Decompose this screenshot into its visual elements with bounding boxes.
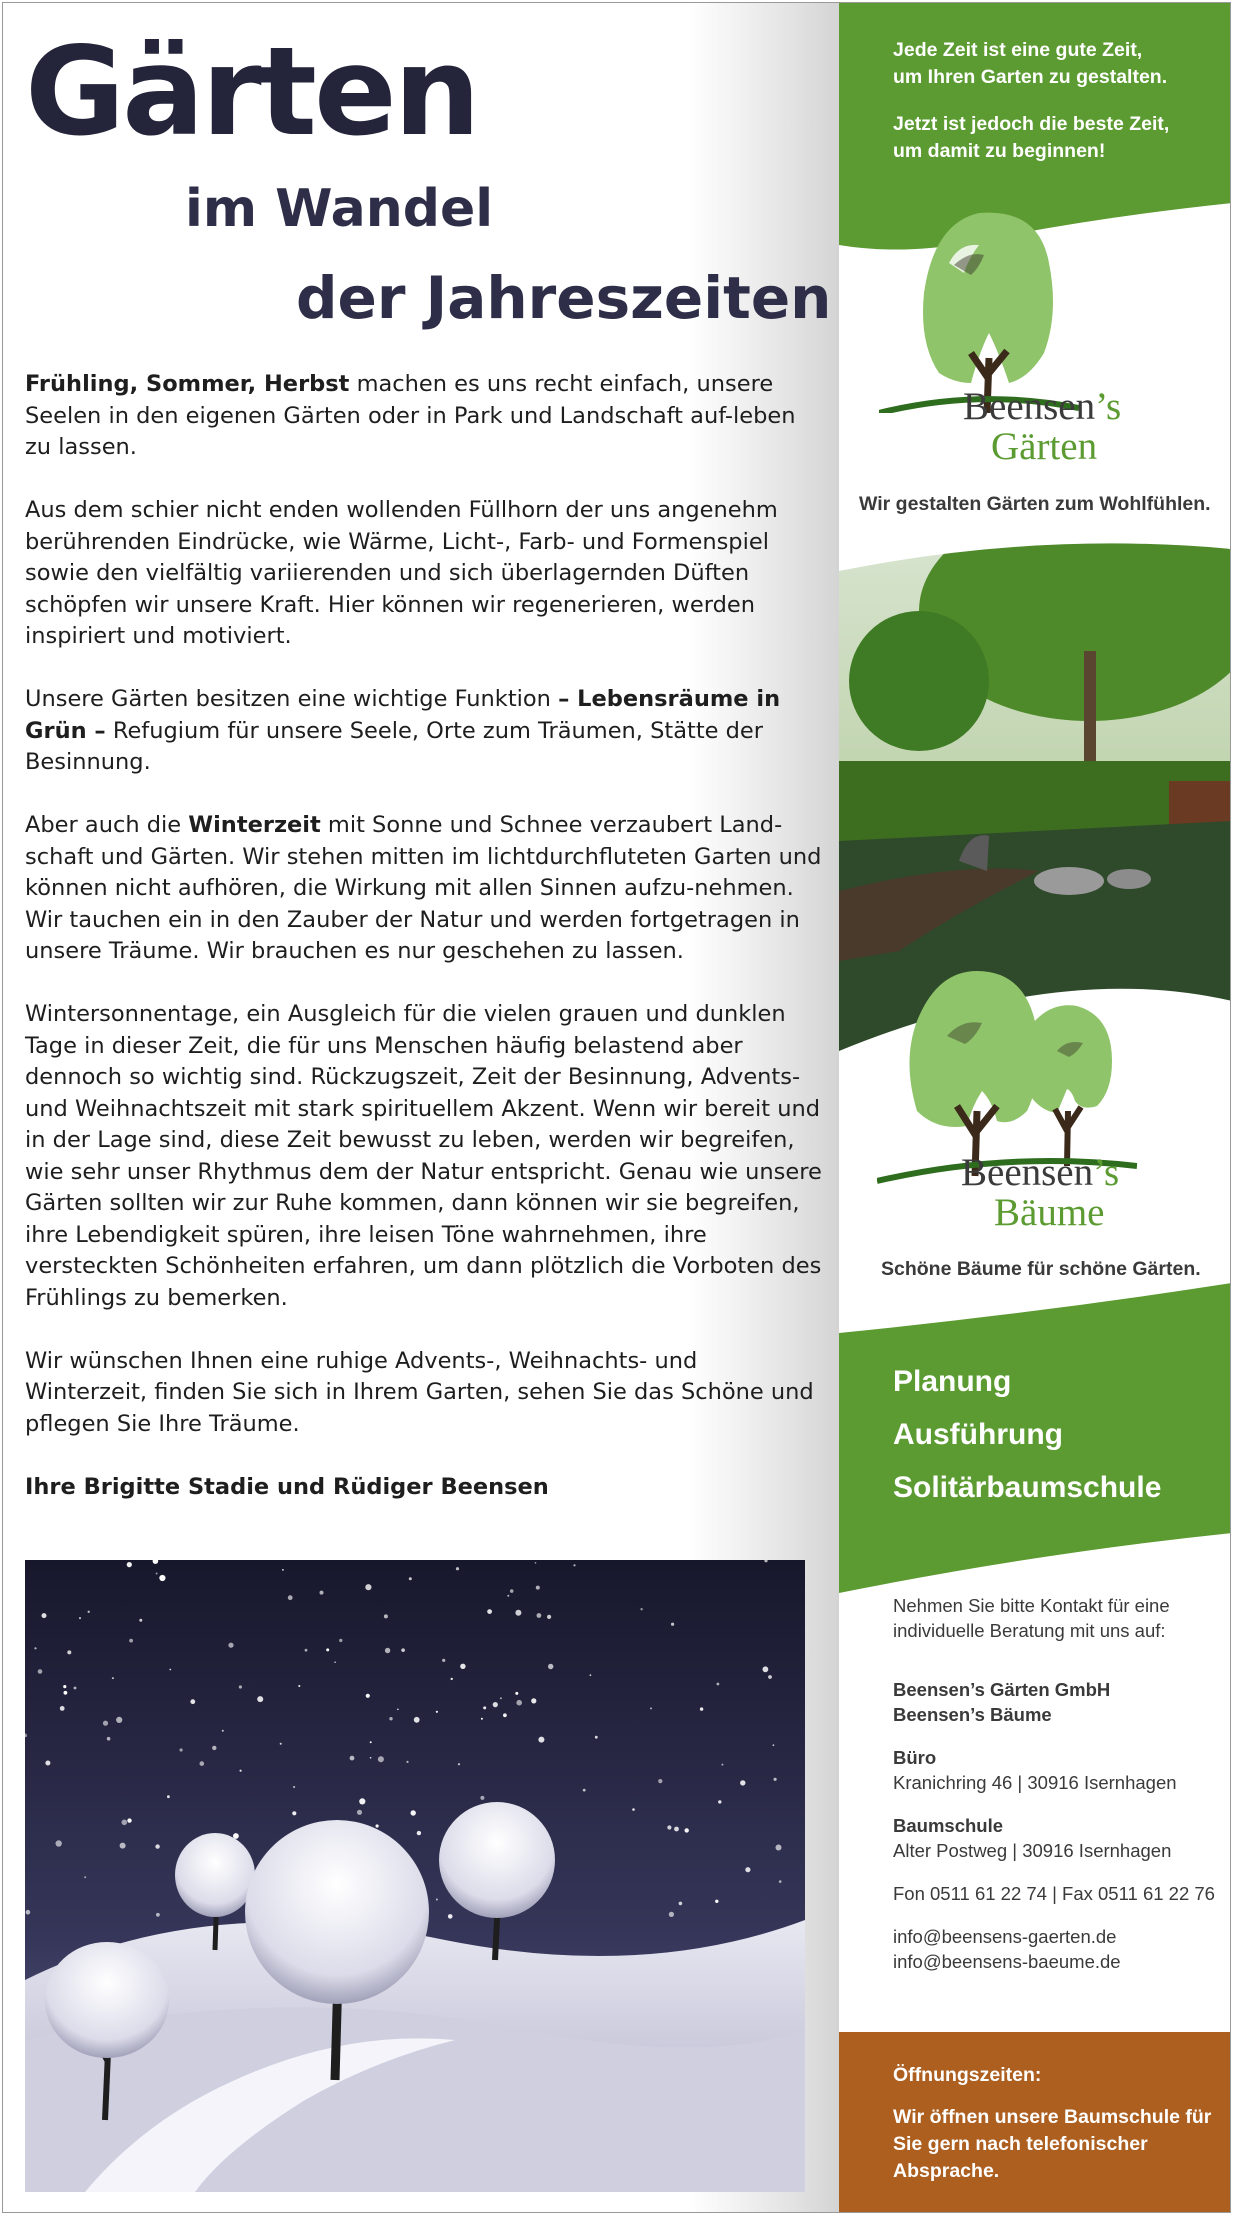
star [156, 1913, 160, 1917]
paragraph-2: Aus dem schier nicht enden wollenden Füllhorn der uns angenehm berührenden Eindrücke, wie Wärme, Licht-, Farb- und Formenspiel sowie den vielfältig variierenden und sich überlagernden Düften schöpfen wir unsere Kraft. Hier können wir regenerieren, werden inspiriert und motiviert. [25, 497, 778, 649]
star [120, 1843, 126, 1849]
star [240, 1770, 242, 1772]
office-address: Kranichring 46 | 30916 Isernhagen [893, 1772, 1177, 1793]
star [411, 1810, 416, 1815]
star [531, 1698, 536, 1703]
star [632, 1808, 635, 1811]
page [2, 2, 1231, 2213]
service-item: Planung [893, 1365, 1012, 1398]
intro-2-line-a: Jetzt ist jedoch die beste Zeit, [893, 113, 1170, 135]
star [169, 1669, 171, 1671]
star [548, 1664, 553, 1669]
paragraph-4 [25, 810, 825, 968]
star [305, 1649, 308, 1652]
star [510, 1589, 514, 1593]
star [222, 1730, 224, 1732]
paragraph-1-bold: Frühling, Sommer, Herbst [25, 371, 350, 397]
star [122, 1820, 128, 1826]
star [417, 1831, 421, 1835]
star [456, 1567, 459, 1570]
star [658, 1779, 662, 1783]
star [282, 1569, 284, 1571]
star [774, 1778, 777, 1781]
intro-text-1 [893, 37, 1223, 91]
brand-baeume-word: Bäume [994, 1191, 1105, 1234]
star [740, 1780, 745, 1785]
star [107, 1737, 111, 1741]
star [515, 1610, 521, 1616]
opening-hours-title: Öffnungszeiten: [893, 2064, 1042, 2086]
nursery-address: Alter Postweg | 30916 Isernhagen [893, 1840, 1172, 1861]
star [406, 1761, 408, 1763]
star [516, 1700, 522, 1706]
star [159, 1575, 165, 1581]
star [112, 1677, 114, 1679]
star [773, 1744, 775, 1746]
star [460, 1664, 465, 1669]
signature: Ihre Brigitte Stadie und Rüdiger Beensen [25, 1473, 549, 1500]
brand-gaerten-word: Gärten [991, 425, 1098, 468]
star [595, 1736, 598, 1739]
paragraph-1-text: machen es uns recht einfach, unsere Seelen in den eigenen Gärten oder in Park und Landschaft auf-leben zu lassen. [25, 371, 796, 460]
star [573, 1564, 575, 1566]
star [292, 1811, 296, 1815]
star [507, 1595, 509, 1597]
star [79, 1617, 81, 1619]
intro-text-2 [893, 111, 1223, 165]
star [640, 1608, 642, 1610]
star [451, 1678, 453, 1680]
intro-1-line-b: um Ihren Garten [893, 66, 1050, 88]
star [700, 1707, 703, 1710]
star [155, 1844, 159, 1848]
contact-intro: Nehmen Sie bitte Kontakt für eine individuelle Beratung mit uns auf: [893, 1595, 1170, 1641]
star [717, 1683, 720, 1686]
star [389, 1717, 392, 1720]
star [56, 1840, 62, 1846]
star [481, 1718, 483, 1720]
star [409, 1577, 412, 1580]
star [127, 1818, 131, 1822]
star [669, 1912, 674, 1917]
paragraph-4-text: mit Sonne und Schnee verzaubert Land-schaft und Gärten. Wir stehen mitten im lichtdurchfluteten Garten und können nicht aufhören, die Wirkung mit allen Sinnen aufzu-nehmen. Wir tauchen ein in den Zauber der Natur und werden fortgetragen in unsere Träume. Wir brauchen es nur geschehen zu lassen. [25, 812, 822, 964]
claim-baeume: Schöne Bäume für schöne Gärten. [881, 1258, 1201, 1280]
star [537, 1613, 542, 1618]
company-name-2: Beensen’s Bäume [893, 1704, 1052, 1725]
claim-gaerten: Wir gestalten Gärten zum Wohlfühlen. [859, 493, 1211, 515]
email-gaerten-link[interactable]: info@beensens-gaerten.de [893, 1926, 1117, 1947]
email-baeume-link[interactable]: info@beensens-baeume.de [893, 1951, 1121, 1972]
nursery-label: Baumschule [893, 1815, 1004, 1836]
star [200, 1761, 205, 1766]
star [679, 1902, 683, 1906]
star [718, 1800, 721, 1803]
brand-gaerten-apostrophe: ’s [1095, 385, 1122, 428]
star [298, 1685, 300, 1687]
brand-gaerten-name-text: Beensen [963, 385, 1096, 428]
star [350, 1756, 355, 1761]
headline-subtitle-2: der Jahreszeiten [296, 264, 832, 332]
star [88, 1611, 90, 1613]
intro-1-line-c: zu gestalten. [1049, 66, 1168, 88]
star [721, 1764, 723, 1766]
star [745, 1867, 750, 1872]
winter-night-illustration [25, 1560, 805, 2192]
star [500, 1697, 502, 1699]
article-body [25, 369, 825, 1535]
star [436, 1899, 438, 1901]
star [650, 1707, 652, 1709]
star [288, 1595, 293, 1600]
star [590, 1674, 592, 1676]
star [370, 1741, 372, 1743]
star [401, 1648, 405, 1652]
star [384, 1614, 388, 1618]
paragraph-6: Wir wünschen Ihnen eine ruhige Advents-, Weihnachts- und Winterzeit, finden Sie sich in Ihrem Garten, sehen Sie das Schöne und pflegen Sie Ihre Träume. [25, 1347, 814, 1437]
contact-block [893, 1593, 1223, 1974]
star [257, 1696, 263, 1702]
star [487, 1609, 492, 1614]
office-label: Büro [893, 1747, 937, 1768]
star [493, 1702, 498, 1707]
star [370, 1757, 372, 1759]
star [674, 1827, 679, 1832]
star [326, 1648, 329, 1651]
star [448, 1914, 453, 1919]
paragraph-5: Wintersonnentage, ein Ausgleich für die vielen grauen und dunklen Tage in dieser Zeit, die für uns Menschen häufig belastend aber dennoch so wichtig sind. Rückzugszeit, Zeit der Besinnung, Advents- und Weihnachtszeit mit stark spirituellem Akzent. Wenn wir bereit und in der Lage sind, diese Zeit bewusst zu leben, werden wir begreifen, wie sehr unser Rhythmus dem der Natur entspricht. Genau wie unsere Gärten sollten wir zur Ruhe kommen, dann können wir sie begreifen, ihre Lebendigkeit spüren, ihre leisen Töne wahrnehmen, ihre versteckten Schönheiten erfahren, um dann plötzlich die Vorboten des Frühlings zu bemerken. [25, 1001, 822, 1311]
star [715, 1900, 718, 1903]
intro-2-line-c: zu beginnen! [985, 140, 1106, 162]
star [359, 1798, 365, 1804]
paragraph-3-text: Refugium für unsere Seele, Orte zum Träumen, Stätte der Besinnung. [25, 717, 764, 775]
star [779, 1880, 782, 1883]
paragraph-4-bold: Winterzeit [188, 812, 321, 838]
star [414, 1717, 420, 1723]
star [538, 1737, 544, 1743]
star [583, 1789, 586, 1792]
star [768, 1675, 772, 1679]
paragraph-3-pre: Unsere Gärten besitzen eine wichtige Funktion [25, 686, 559, 712]
star [60, 1706, 65, 1711]
star [480, 1796, 484, 1800]
paragraph-3-bold: – Lebensräume in Grün – [25, 686, 781, 744]
star [42, 1613, 47, 1618]
star [84, 1876, 86, 1878]
headline-subtitle-1: im Wandel [185, 179, 494, 239]
star [239, 1685, 242, 1688]
star [547, 1615, 551, 1619]
star [376, 1824, 379, 1827]
star [339, 1639, 342, 1642]
star [763, 1666, 769, 1672]
star [280, 1743, 282, 1745]
star [385, 1648, 390, 1653]
tree-logo-icon [879, 183, 1079, 413]
star [685, 1828, 689, 1832]
star [190, 1699, 195, 1704]
star [378, 1756, 384, 1762]
star [365, 1584, 371, 1590]
brand-baeume-apostrophe: ’s [1093, 1151, 1120, 1194]
star [442, 1659, 445, 1662]
star [67, 1650, 71, 1654]
service-item: Ausführung [893, 1418, 1063, 1451]
opening-hours-text: Wir öffnen unsere Baumschule für Sie gern nach telefonischer Absprache. [893, 2106, 1212, 2182]
star [366, 1694, 370, 1698]
star [397, 1709, 399, 1711]
opening-hours-band [839, 2032, 1231, 2213]
star [667, 1825, 671, 1829]
star [64, 1691, 68, 1695]
sidebar [839, 3, 1231, 2213]
star [776, 1845, 782, 1851]
star [320, 1591, 324, 1595]
brand-gaerten-name [963, 387, 1121, 426]
star [212, 1746, 216, 1750]
star [436, 1711, 438, 1713]
services-list [893, 1355, 1161, 1514]
star [63, 1685, 66, 1688]
star [129, 1639, 133, 1643]
phone-fax: Fon 0511 61 22 74 | Fax 0511 61 22 76 [893, 1883, 1215, 1904]
star [357, 1810, 362, 1815]
service-item: Solitärbaumschule [893, 1471, 1162, 1504]
paragraph-1 [25, 369, 825, 464]
star [139, 1619, 142, 1622]
star [167, 1795, 170, 1798]
star [293, 1786, 295, 1788]
paragraph-3 [25, 684, 825, 779]
star [334, 1661, 336, 1663]
intro-1-line-a: Jede Zeit ist eine gute Zeit, [893, 39, 1143, 61]
brand-baeume-name [961, 1153, 1119, 1192]
star [671, 1623, 674, 1626]
star [74, 1687, 77, 1690]
star [45, 1761, 50, 1766]
star [116, 1717, 122, 1723]
paragraph-4-pre: Aber auch die [25, 812, 189, 838]
star [228, 1643, 233, 1648]
article-column [3, 3, 839, 2213]
star [503, 1713, 507, 1717]
intro-2-line-b: um damit [893, 140, 986, 162]
company-name-1: Beensen’s Gärten GmbH [893, 1679, 1111, 1700]
brand-baeume-name-text: Beensen [961, 1151, 1094, 1194]
star [515, 1692, 518, 1695]
star [483, 1706, 486, 1709]
star [156, 1573, 158, 1575]
star [103, 1721, 108, 1726]
star [38, 1669, 43, 1674]
star [180, 1748, 183, 1751]
headline-title: Gärten [25, 21, 478, 163]
star [458, 1763, 460, 1765]
star [26, 1910, 31, 1915]
star [34, 1647, 36, 1649]
star [535, 1562, 537, 1564]
star [536, 1586, 540, 1590]
star [127, 1562, 132, 1567]
